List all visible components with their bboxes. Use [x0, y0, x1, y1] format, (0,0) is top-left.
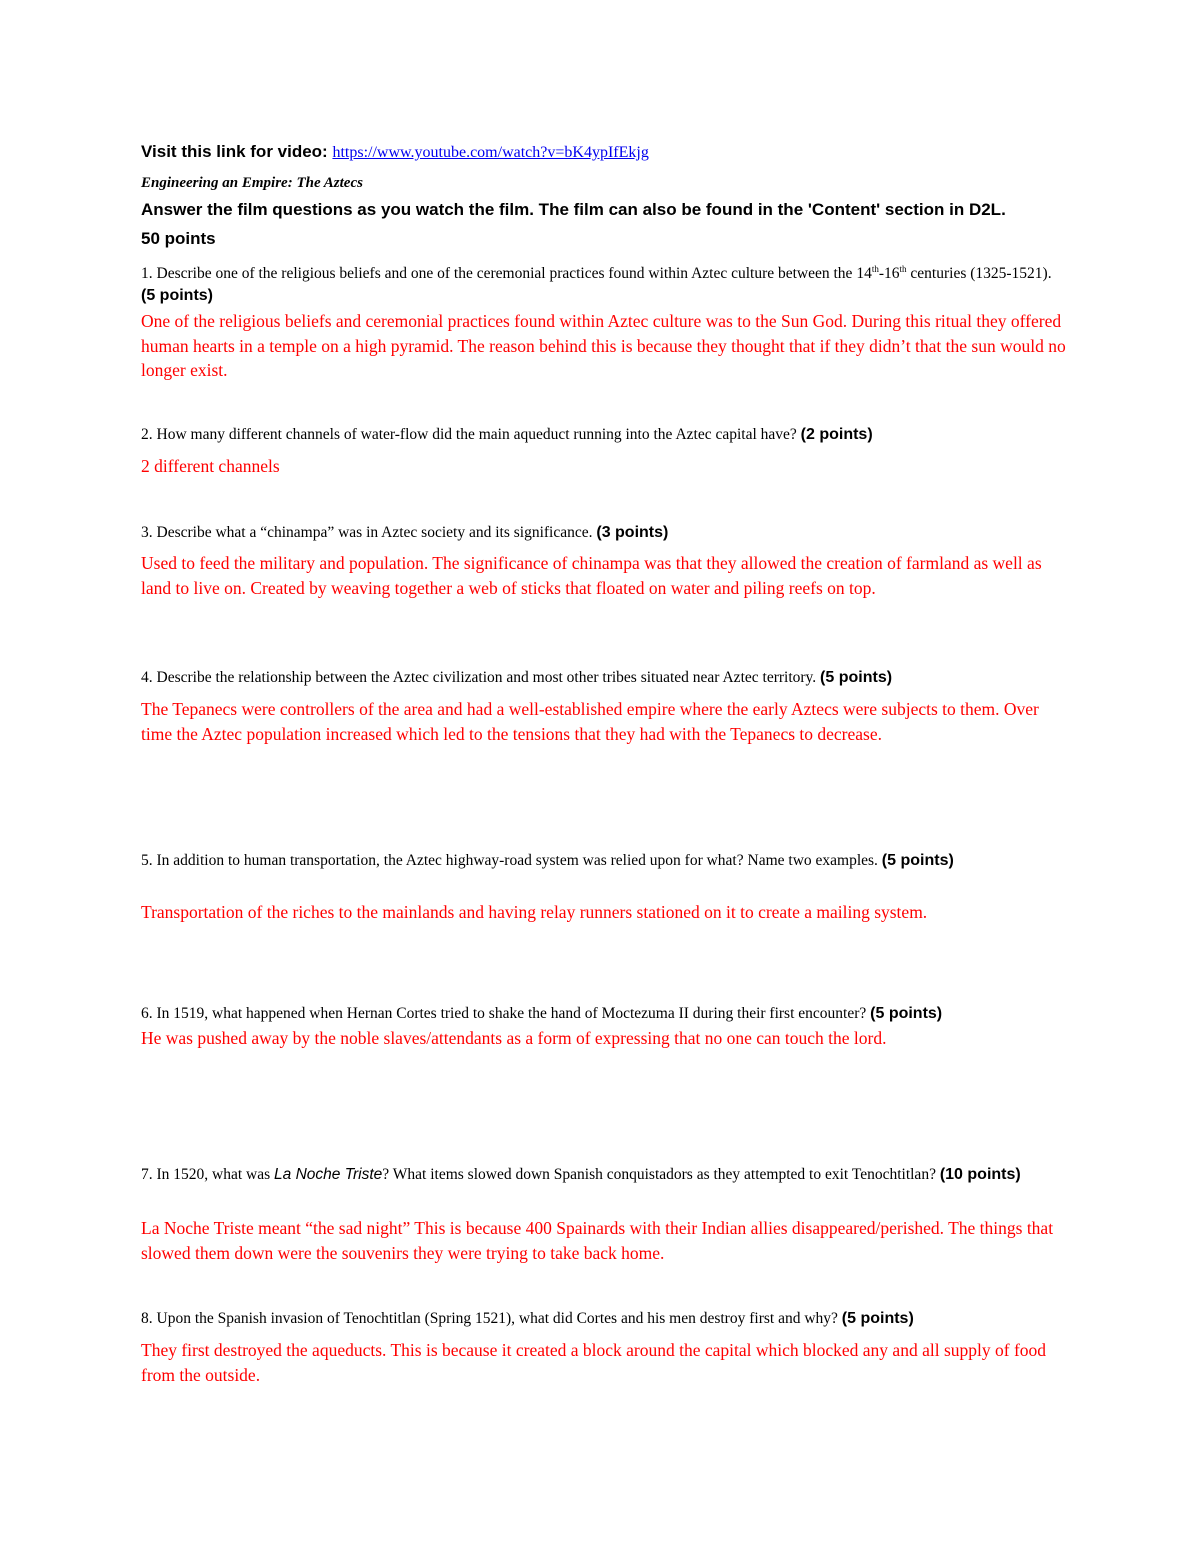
- question-7: [141, 1164, 1066, 1186]
- question-4: [141, 667, 1066, 689]
- question-5-text: 5. In addition to human transportation, the Aztec highway-road system was relied upon for what? Name two examples.: [141, 852, 882, 869]
- question-4-text: 4. Describe the relationship between the Aztec civilization and most other tribes situated near Aztec territory.: [141, 669, 821, 686]
- question-4-points: (5 points): [820, 669, 893, 686]
- question-6: [141, 1003, 1066, 1025]
- question-1-sup-1: th: [871, 264, 879, 274]
- answer-3: Used to feed the military and population. The significance of chinampa was that they allowed the creation of farmland as well as land to live on. Created by weaving together a web of sticks that floated on water and piling reefs on top.: [141, 553, 1042, 598]
- video-link[interactable]: https://www.youtube.com/watch?v=bK4ypIfEkjg: [332, 144, 649, 161]
- question-2: [141, 424, 1066, 446]
- total-points: 50 points: [141, 229, 216, 248]
- video-link-label: Visit this link for video:: [141, 142, 328, 161]
- question-1-points: (5 points): [141, 287, 213, 305]
- question-2-points: (2 points): [800, 426, 873, 443]
- question-7-text-b: ? What items slowed down Spanish conquistadors as they attempted to exit Tenochtitlan?: [382, 1166, 940, 1183]
- question-1: [141, 258, 1066, 307]
- answer-1: One of the religious beliefs and ceremonial practices found within Aztec culture was to the Sun God. During this ritual they offered human hearts in a temple on a high pyramid. The reason behind this is because they thought that if they didn’t that the sun would no longer exist.: [141, 311, 1066, 380]
- answer-2: 2 different channels: [141, 456, 280, 476]
- answer-8: They first destroyed the aqueducts. This is because it created a block around the capital which blocked any and all supply of food from the outside.: [141, 1340, 1047, 1385]
- video-link-line: [141, 142, 649, 162]
- answer-5: Transportation of the riches to the mainlands and having relay runners stationed on it to create a mailing system.: [141, 902, 928, 922]
- question-5-points: (5 points): [881, 852, 954, 869]
- question-3-text: 3. Describe what a “chinampa” was in Aztec society and its significance.: [141, 524, 597, 541]
- answer-6: He was pushed away by the noble slaves/attendants as a form of expressing that no one can touch the lord.: [141, 1028, 887, 1048]
- question-8: [141, 1308, 1066, 1330]
- question-8-text: 8. Upon the Spanish invasion of Tenochtitlan (Spring 1521), what did Cortes and his men destroy first and why?: [141, 1310, 842, 1327]
- question-7-text-a: 7. In 1520, what was: [141, 1166, 275, 1183]
- question-6-points: (5 points): [870, 1005, 943, 1022]
- question-6-text: 6. In 1519, what happened when Hernan Cortes tried to shake the hand of Moctezuma II during their first encounter?: [141, 1005, 871, 1022]
- question-2-text: 2. How many different channels of water-flow did the main aqueduct running into the Aztec capital have?: [141, 426, 801, 443]
- question-7-italic: La Noche Triste: [274, 1166, 383, 1183]
- question-8-points: (5 points): [841, 1310, 914, 1327]
- question-7-points: (10 points): [939, 1166, 1021, 1183]
- question-1-text-b: -16: [878, 265, 900, 283]
- question-1-text-c: centuries (1325-1521).: [906, 265, 1052, 283]
- question-5: [141, 850, 1066, 872]
- film-title: Engineering an Empire: The Aztecs: [141, 175, 363, 191]
- question-3: [141, 522, 1066, 544]
- answer-7: La Noche Triste meant “the sad night” This is because 400 Spainards with their Indian allies disappeared/perished. The things that slowed them down were the souvenirs they were trying to take back home.: [141, 1218, 1054, 1263]
- question-1-sup-2: th: [899, 264, 907, 274]
- instructions: Answer the film questions as you watch the film. The film can also be found in the 'Content' section in D2L.: [141, 200, 1006, 219]
- question-3-points: (3 points): [596, 524, 669, 541]
- question-1-text-a: 1. Describe one of the religious beliefs and one of the ceremonial practices found within Aztec culture between the 14: [141, 265, 872, 283]
- answer-4: The Tepanecs were controllers of the area and had a well-established empire where the early Aztecs were subjects to them. Over time the Aztec population increased which led to the tensions that they had with the Tepanecs to decrease.: [141, 699, 1039, 744]
